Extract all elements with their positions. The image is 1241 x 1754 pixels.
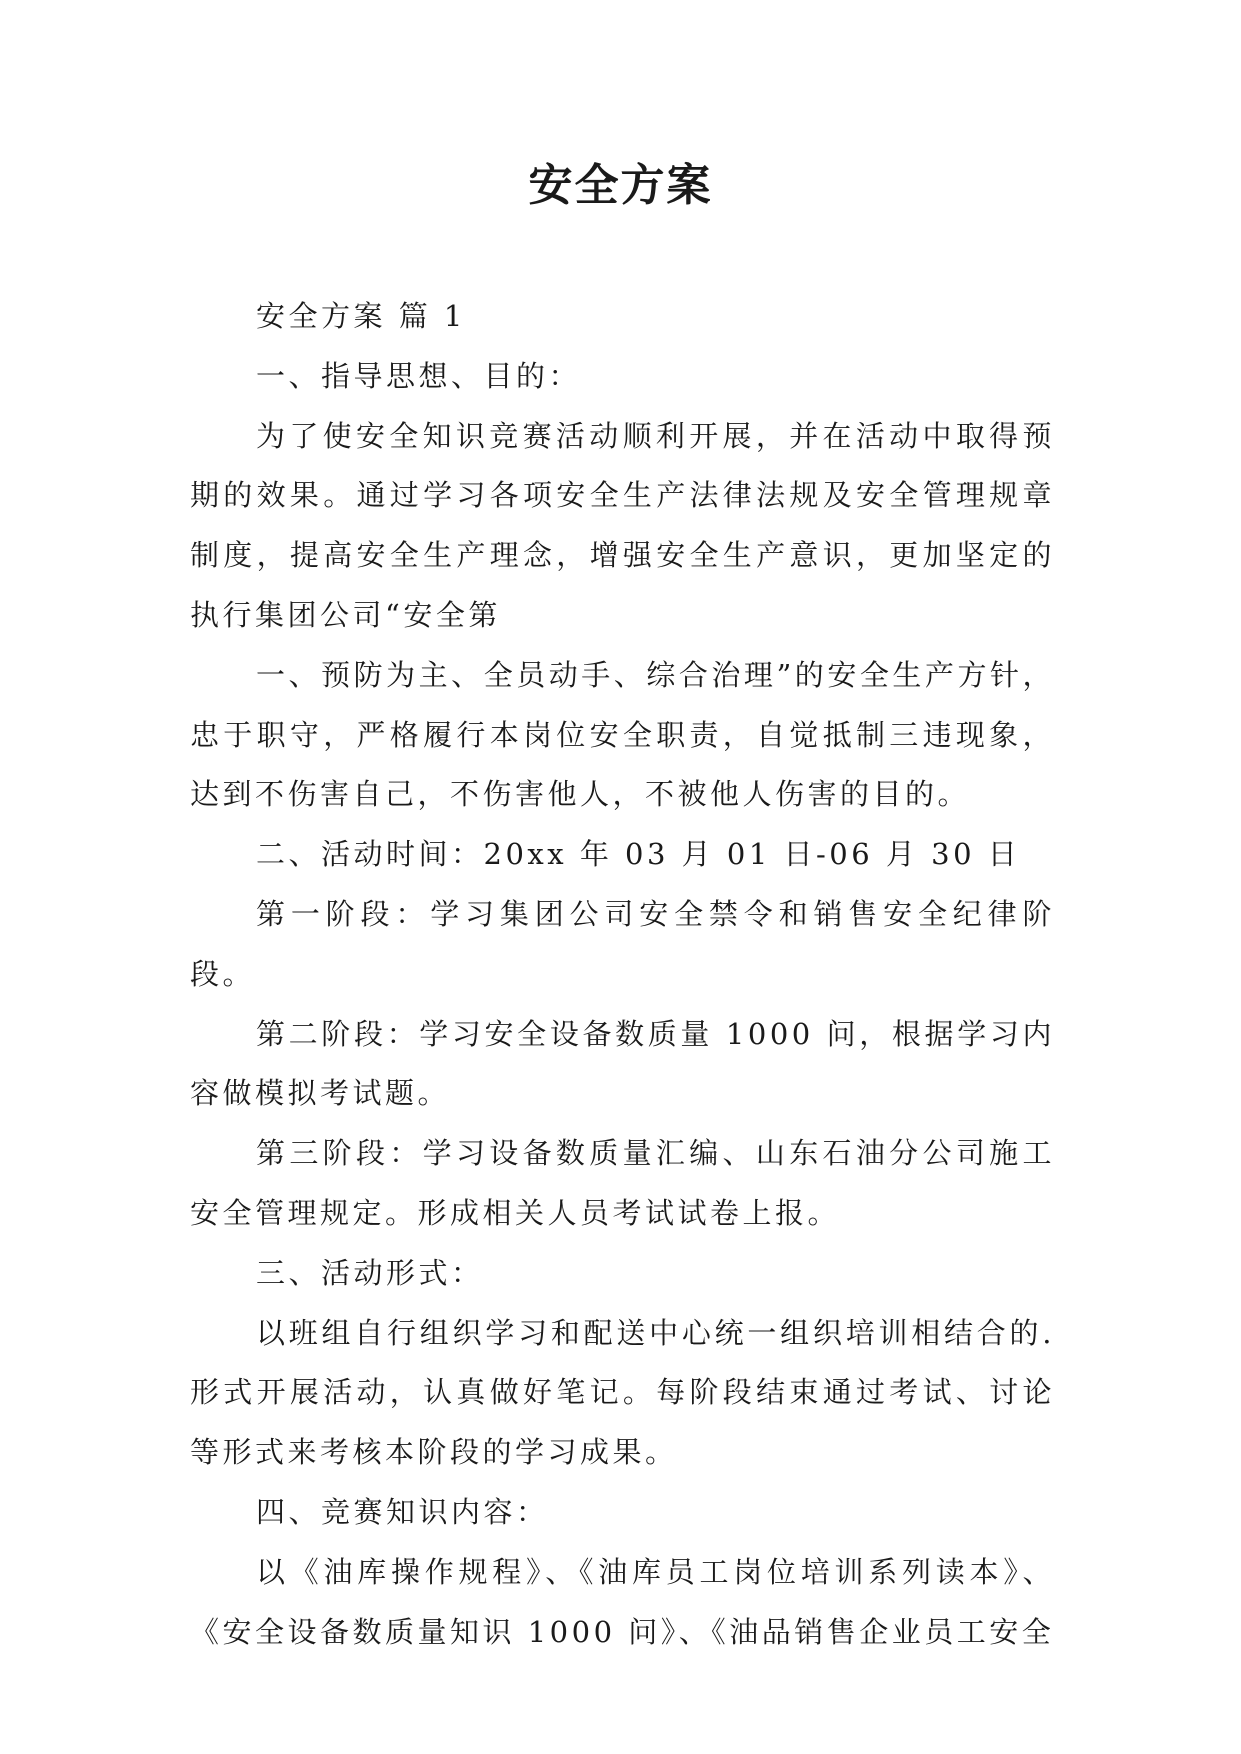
- body-paragraph: 第一阶段：学习集团公司安全禁令和销售安全纪律阶段。: [190, 896, 1055, 991]
- body-paragraph: 第二阶段：学习安全设备数质量 1000 问，根据学习内容做模拟考试题。: [190, 1016, 1055, 1111]
- document-body: [190, 287, 1055, 1662]
- subsection-heading: 三、活动形式：: [256, 1255, 484, 1290]
- subsection-heading: 四、竞赛知识内容：: [256, 1494, 549, 1529]
- body-paragraph: 一、预防为主、全员动手、综合治理”的安全生产方针，忠于职守，严格履行本岗位安全职责，自觉抵制三违现象，达到不伤害自己，不伤害他人，不被他人伤害的目的。: [190, 657, 1055, 812]
- body-paragraph: 第三阶段：学习设备数质量汇编、山东石油分公司施工安全管理规定。形成相关人员考试试卷上报。: [190, 1136, 1055, 1230]
- subsection-heading: 一、指导思想、目的：: [256, 358, 582, 393]
- body-paragraph: 以班组自行组织学习和配送中心统一组织培训相结合的.形式开展活动，认真做好笔记。每阶段结束通过考试、讨论等形式来考核本阶段的学习成果。: [190, 1315, 1055, 1470]
- document-title: 安全方案: [528, 160, 713, 211]
- body-paragraph: 为了使安全知识竞赛活动顺利开展，并在活动中取得预期的效果。通过学习各项安全生产法律法规及安全管理规章制度，提高安全生产理念，增强安全生产意识，更加坚定的执行集团公司“安全第: [190, 418, 1055, 632]
- section-heading: 安全方案 篇 1: [256, 299, 466, 333]
- body-paragraph: 以《油库操作规程》、《油库员工岗位培训系列读本》、《安全设备数质量知识 1000 问》、《油品销售企业员工安全: [190, 1554, 1055, 1649]
- subsection-heading: 二、活动时间：20xx 年 03 月 01 日-06 月 30 日: [256, 837, 1021, 872]
